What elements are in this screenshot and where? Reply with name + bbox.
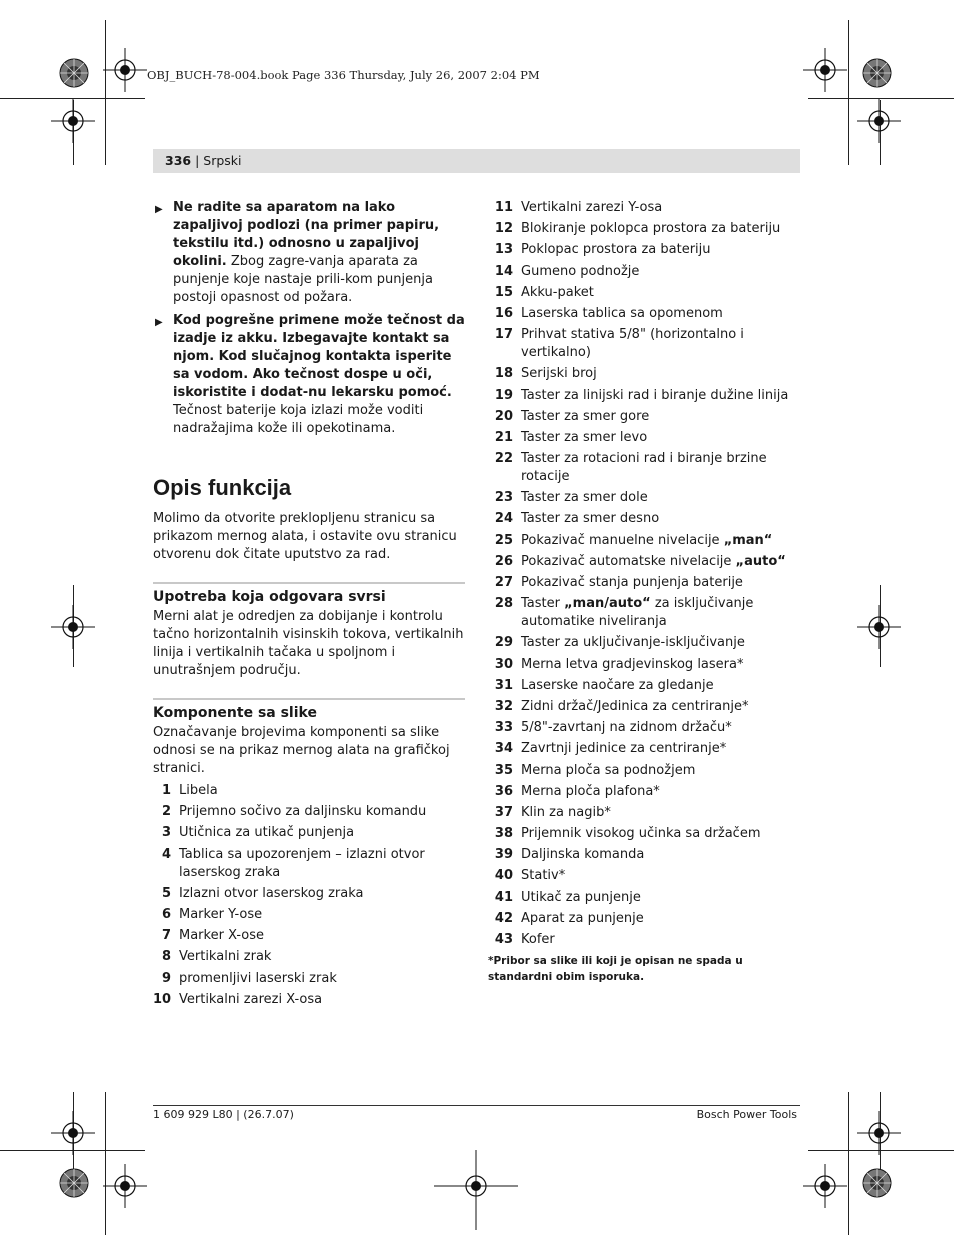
list-item — [488, 595, 800, 631]
item-label: 5/8"-zavrtanj na zidnom držaču* — [521, 720, 732, 736]
item-label: Taster za rotacioni rad i biranje brzine rotacije — [521, 451, 767, 485]
item-bold: „auto“ — [735, 553, 786, 569]
list-item — [488, 656, 800, 674]
item-number: 11 — [494, 200, 513, 215]
list-item — [488, 220, 800, 238]
item-text — [513, 677, 800, 695]
item-number: 35 — [494, 762, 513, 778]
item-text — [513, 910, 800, 928]
item-label: Taster za smer gore — [521, 408, 650, 424]
warning-text: Zbog zagre-vanja aparata za punjenje koje nastaje prili-kom punjenja postoji opasnost od požara. — [173, 254, 433, 305]
item-text — [513, 931, 800, 949]
item-label: Stativ* — [521, 868, 566, 884]
usage-text: Merni alat je odredjen za dobijanje i kontrolu tačno horizontalnih visinskih tokova, vertikalnih linija i vertikalnih tačaka u spoljnom i unutrašnjem području. — [153, 609, 464, 678]
item-label: Prihvat stativa 5/8" (horizontalno i vertikalno) — [521, 327, 744, 361]
item-text — [513, 532, 800, 550]
item-text — [171, 927, 465, 945]
item-label: Zidni držač/Jedinica za centriranje* — [521, 698, 749, 714]
item-text — [513, 387, 800, 405]
item-number: 6 — [161, 906, 171, 922]
item-number: 33 — [494, 720, 513, 736]
item-label: Daljinska komanda — [521, 847, 645, 863]
item-number: 43 — [494, 932, 513, 947]
item-label: Kofer — [521, 932, 555, 947]
item-text — [513, 241, 800, 259]
item-number: 30 — [494, 656, 513, 672]
item-label: Vertikalni zarezi X-osa — [179, 991, 323, 1007]
item-number: 10 — [153, 991, 172, 1007]
item-number: 13 — [494, 242, 513, 258]
item-text — [513, 634, 800, 652]
item-text — [513, 284, 800, 302]
item-text — [513, 846, 800, 864]
book-info: OBJ_BUCH-78-004.book Page 336 Thursday, July 26, 2007 2:04 PM — [147, 68, 540, 82]
list-item — [153, 824, 465, 842]
item-number: 23 — [494, 490, 513, 506]
item-text — [513, 450, 800, 486]
list-item — [153, 885, 465, 903]
item-number: 26 — [494, 553, 513, 569]
list-item — [153, 782, 465, 800]
list-item — [488, 510, 800, 528]
bullet-triangle-icon: ▶ — [155, 317, 163, 328]
item-label: Libela — [179, 783, 218, 798]
item-number: 7 — [161, 928, 171, 944]
item-text — [171, 782, 465, 800]
item-label: Vertikalni zarezi Y-osa — [521, 200, 663, 215]
item-label: Merna letva gradjevinskog lasera* — [521, 656, 744, 672]
list-item — [488, 762, 800, 780]
item-text — [171, 970, 465, 988]
warning-text: Tečnost baterije koja izlazi može voditi nadražajima kože ili opekotinama. — [173, 403, 424, 436]
item-text — [513, 220, 800, 238]
warning-bold: Ne radite sa aparatom na lako zapaljivoj podlozi (na primer papiru, tekstilu itd.) odnosno u zapaljivoj okolini. — [173, 200, 440, 269]
warning-bold: Kod pogrešne primene može tečnost da izadje iz akku. Izbegavajte kontakt sa njom. Kod slučajnog kontakta isperite sa vodom. Ako tečnost dospe u oči, iskoristite i dodat-nu lekarsku pomoć. — [173, 313, 465, 400]
item-number: 31 — [494, 677, 513, 693]
item-text — [513, 825, 800, 843]
item-text — [513, 429, 800, 447]
item-label: promenljivi laserski zrak — [179, 970, 337, 986]
right-column — [488, 199, 800, 985]
list-item — [153, 906, 465, 924]
list-item — [488, 532, 800, 550]
item-text — [513, 365, 800, 383]
list-item — [153, 927, 465, 945]
list-item — [153, 803, 465, 821]
item-number: 16 — [494, 305, 513, 321]
item-label: Poklopac prostora za bateriju — [521, 242, 711, 258]
list-item — [488, 719, 800, 737]
bullet-triangle-icon: ▶ — [155, 204, 163, 215]
item-number: 34 — [494, 741, 513, 757]
item-text — [513, 889, 800, 907]
list-item — [488, 326, 800, 362]
item-text — [513, 698, 800, 716]
item-text — [171, 991, 465, 1009]
item-label: Laserska tablica sa opomenom — [521, 305, 723, 321]
footer-brand: Bosch Power Tools — [696, 1108, 797, 1121]
item-number: 41 — [494, 889, 513, 905]
list-item — [488, 450, 800, 486]
item-number: 24 — [494, 511, 513, 527]
list-item — [153, 970, 465, 988]
list-item — [488, 241, 800, 259]
components-intro: Označavanje brojevima komponenti sa slike odnosi se na prikaz mernog alata na grafičkoj stranici. — [153, 725, 450, 776]
components-heading: Komponente sa slike — [153, 698, 465, 722]
item-label: Utičnica za utikač punjenja — [179, 825, 355, 841]
item-text — [513, 595, 800, 631]
item-text — [513, 553, 800, 571]
item-label: Izlazni otvor laserskog zraka — [179, 885, 364, 901]
item-label: Pokazivač stanja punjenja baterije — [521, 575, 743, 590]
item-number: 38 — [494, 826, 513, 842]
item-label: Taster za smer desno — [521, 511, 660, 527]
item-bold: „man“ — [723, 532, 773, 548]
item-number: 37 — [494, 804, 513, 820]
item-number: 17 — [494, 327, 513, 343]
item-number: 29 — [494, 635, 513, 651]
item-number: 1 — [161, 783, 171, 798]
list-item — [488, 698, 800, 716]
list-item — [488, 846, 800, 864]
item-number: 28 — [494, 596, 513, 612]
item-label: Gumeno podnožje — [521, 263, 640, 279]
list-item — [488, 553, 800, 571]
header-separator: | — [191, 153, 204, 168]
list-item — [488, 263, 800, 281]
item-number: 12 — [494, 221, 513, 237]
item-label: Taster za smer levo — [521, 429, 648, 445]
left-column — [153, 199, 465, 1012]
item-text — [513, 804, 800, 822]
item-text — [513, 783, 800, 801]
list-item — [488, 677, 800, 695]
warning-1 — [153, 199, 465, 307]
item-number: 21 — [494, 429, 513, 445]
list-item — [153, 991, 465, 1009]
item-number: 9 — [161, 970, 171, 986]
item-text — [171, 824, 465, 842]
item-label: Taster za uključivanje-isključivanje — [521, 635, 745, 651]
item-text — [513, 656, 800, 674]
item-text — [171, 846, 465, 882]
page-number: 336 — [165, 153, 192, 168]
item-number: 20 — [494, 408, 513, 424]
item-number: 22 — [494, 451, 513, 467]
item-label: Merna ploča sa podnožjem — [521, 762, 696, 778]
item-number: 32 — [494, 698, 513, 714]
item-label: Marker X-ose — [179, 928, 264, 944]
section-title: Opis funkcija — [153, 475, 292, 500]
item-label: Pokazivač automatske nivelacije — [521, 553, 736, 569]
item-text — [171, 906, 465, 924]
list-item — [488, 305, 800, 323]
item-text — [513, 740, 800, 758]
item-text — [171, 803, 465, 821]
item-label: Taster za smer dole — [521, 490, 648, 506]
item-number: 19 — [494, 387, 513, 403]
footer-rule — [153, 1105, 800, 1106]
list-item — [488, 804, 800, 822]
list-item — [488, 783, 800, 801]
item-number: 5 — [161, 885, 171, 901]
list-item — [488, 634, 800, 652]
item-number: 14 — [494, 263, 513, 279]
item-number: 2 — [161, 804, 171, 820]
item-text — [171, 948, 465, 966]
item-label: Merna ploča plafona* — [521, 783, 660, 799]
item-label: Marker Y-ose — [179, 906, 263, 922]
item-text — [513, 762, 800, 780]
item-number: 39 — [494, 847, 513, 863]
header-language: Srpski — [203, 153, 242, 168]
item-label: Taster — [521, 596, 565, 612]
item-label: Vertikalni zrak — [179, 949, 272, 965]
item-label: Prijemnik visokog učinka sa držačem — [521, 826, 761, 842]
header-text — [165, 153, 242, 168]
list-item — [488, 740, 800, 758]
item-number: 15 — [494, 284, 513, 300]
list-item — [488, 825, 800, 843]
item-label: Klin za nagib* — [521, 804, 611, 820]
item-text — [513, 510, 800, 528]
item-text — [513, 199, 800, 217]
item-text — [513, 408, 800, 426]
item-label: Laserske naočare za gledanje — [521, 677, 714, 693]
item-label: Tablica sa upozorenjem – izlazni otvor laserskog zraka — [179, 846, 425, 880]
item-text — [171, 885, 465, 903]
list-item — [488, 889, 800, 907]
item-label: Aparat za punjenje — [521, 910, 644, 926]
item-text — [513, 574, 800, 592]
list-item — [488, 429, 800, 447]
footer-doc-number: 1 609 929 L80 | (26.7.07) — [153, 1108, 294, 1121]
intro-text: Molimo da otvorite preklopljenu stranicu sa prikazom mernog alata, i ostavite ovu stranicu otvorenu dok čitate uputstvo za rad. — [153, 511, 457, 562]
list-item — [488, 867, 800, 885]
item-number: 25 — [494, 532, 513, 548]
list-item — [488, 408, 800, 426]
list-item — [488, 365, 800, 383]
item-text — [513, 326, 800, 362]
usage-heading: Upotreba koja odgovara svrsi — [153, 582, 465, 606]
item-number: 36 — [494, 783, 513, 799]
item-label: Prijemno sočivo za daljinsku komandu — [179, 804, 427, 820]
list-item — [153, 948, 465, 966]
item-label: Blokiranje poklopca prostora za bateriju — [521, 221, 781, 237]
list-item — [153, 846, 465, 882]
list-item — [488, 910, 800, 928]
item-number: 18 — [494, 366, 513, 382]
page-header — [153, 149, 800, 173]
list-item — [488, 489, 800, 507]
item-text — [513, 489, 800, 507]
item-label: Taster za linijski rad i biranje dužine linija — [521, 387, 789, 403]
components-list-right — [488, 199, 800, 949]
item-after: za isključivanje automatike niveliranja — [521, 596, 754, 630]
list-item — [488, 574, 800, 592]
warning-2 — [153, 312, 465, 438]
item-label: Utikač za punjenje — [521, 889, 641, 905]
footnote: *Pribor sa slike ili koji je opisan ne spada u standardni obim isporuka. — [488, 955, 743, 983]
item-number: 27 — [494, 575, 513, 590]
item-label: Akku-paket — [521, 284, 594, 300]
item-text — [513, 867, 800, 885]
components-list-left — [153, 782, 465, 1009]
item-label: Serijski broj — [521, 366, 597, 382]
item-number: 42 — [494, 910, 513, 926]
item-number: 8 — [161, 949, 171, 965]
item-label: Zavrtnji jedinice za centriranje* — [521, 741, 727, 757]
list-item — [488, 284, 800, 302]
item-text — [513, 719, 800, 737]
item-text — [513, 263, 800, 281]
item-text — [513, 305, 800, 323]
item-bold: „man/auto“ — [564, 596, 651, 612]
item-number: 3 — [161, 825, 171, 841]
item-label: Pokazivač manuelne nivelacije — [521, 532, 724, 548]
item-number: 4 — [161, 846, 171, 862]
list-item — [488, 387, 800, 405]
list-item — [488, 199, 800, 217]
item-number: 40 — [494, 868, 513, 884]
list-item — [488, 931, 800, 949]
